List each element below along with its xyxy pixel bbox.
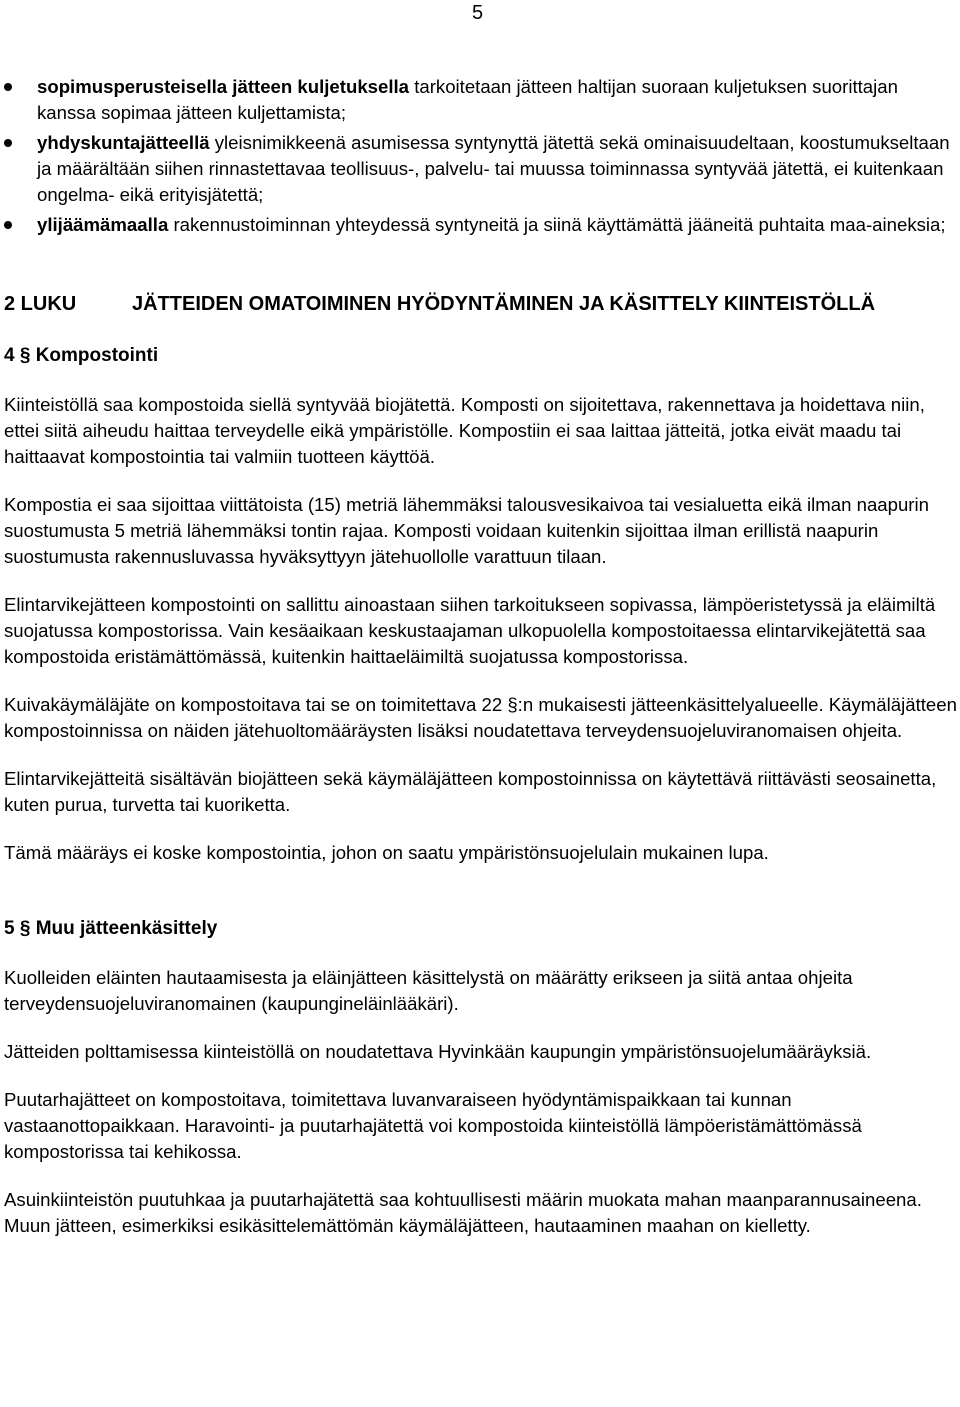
chapter-number: 2 LUKU — [4, 293, 77, 315]
paragraph: Tämä määräys ei koske kompostointia, johon on saatu ympäristönsuojelulain mukainen lupa. — [4, 842, 769, 863]
bullet-icon — [4, 83, 12, 91]
page-number: 5 — [472, 2, 484, 24]
paragraph: Elintarvikejätteitä sisältävän biojätteen sekä käymäläjätteen kompostoinnissa on käytettävä riittävästi seosainetta, kuten purua, turvetta tai kuoriketta. — [4, 768, 937, 815]
definition-text: yleisnimikkeenä asumisessa syntynyttä jätettä sekä ominaisuudeltaan, koostumukseltaan ja määrältään siihen rinnastettavaa teollisuus-, palvelu- tai muussa toiminnassa syntyvää jätettä, ei kuitenkaan ongelma- eikä erityisjätettä; — [37, 132, 950, 205]
chapter-heading — [4, 290, 957, 319]
chapter-title: JÄTTEIDEN OMATOIMINEN HYÖDYNTÄMINEN JA KÄSITTELY KIINTEISTÖLLÄ — [132, 293, 876, 315]
definition-item — [4, 212, 957, 238]
definition-item — [4, 130, 957, 208]
paragraph: Puutarhajätteet on kompostoitava, toimitettava luvanvaraiseen hyödyntämispaikkaan tai kunnan vastaanottopaikkaan. Haravointi- ja puutarhajätettä voi kompostoida kiinteistöllä lämpöeristämättömässä kompostorissa tai kehikossa. — [4, 1089, 862, 1162]
paragraph: Kiinteistöllä saa kompostoida siellä syntyvää biojätettä. Komposti on sijoitettava, rakennettava ja hoidettava niin, ettei siitä aiheudu haittaa terveydelle eikä ympäristölle. Kompostiin ei saa laittaa jätteitä, jotka eivät maadu tai haittaavat kompostointia tai valmiin tuotteen käyttöä. — [4, 394, 925, 467]
section-heading-kompostointi: 4 § Kompostointi — [4, 345, 159, 366]
paragraph: Asuinkiinteistön puutuhkaa ja puutarhajätettä saa kohtuullisesti määrin muokata mahan maanparannusaineena. Muun jätteen, esimerkiksi esikäsittelemättömän käymäläjätteen, hautaaminen maahan on kielletty. — [4, 1189, 922, 1236]
definition-term: sopimusperusteisella jätteen kuljetuksella — [37, 76, 410, 97]
bullet-icon — [4, 221, 12, 229]
paragraph: Jätteiden polttamisessa kiinteistöllä on noudatettava Hyvinkään kaupungin ympäristönsuojelumääräyksiä. — [4, 1041, 872, 1062]
paragraph: Kuivakäymäläjäte on kompostoitava tai se on toimitettava 22 §:n mukaisesti jätteenkäsittelyalueelle. Käymäläjätteen kompostoinnissa on näiden jätehuoltomääräysten lisäksi noudatettava terveydensuojeluviranomaisen ohjeita. — [4, 694, 957, 741]
document-body — [4, 74, 957, 1239]
definition-list — [4, 74, 957, 238]
bullet-icon — [4, 139, 12, 147]
paragraph: Elintarvikejätteen kompostointi on sallittu ainoastaan siihen tarkoitukseen sopivassa, lämpöeristetyssä ja eläimiltä suojatussa kompostorissa. Vain kesäaikaan keskustaajaman ulkopuolella kompostoitaessa elintarvikejätettä saa kompostoida eristämättömässä, kuitenkin haittaeläimiltä suojatussa kompostorissa. — [4, 594, 936, 667]
section-heading-muu-jatteenkasittely: 5 § Muu jätteenkäsittely — [4, 918, 218, 939]
definition-item — [4, 74, 957, 126]
definition-term: yhdyskuntajätteellä — [37, 132, 210, 153]
paragraph: Kompostia ei saa sijoittaa viittätoista (15) metriä lähemmäksi talousvesikaivoa tai vesialuetta eikä ilman naapurin suostumusta 5 metriä lähemmäksi tontin rajaa. Komposti voidaan kuitenkin sijoittaa ilman erillistä naapurin suostumusta rakennusluvassa hyväksyttyyn jätehuollolle varattuun tilaan. — [4, 494, 929, 567]
definition-term: ylijäämämaalla — [37, 214, 169, 235]
definition-text: tarkoitetaan jätteen haltijan suoraan kuljetuksen suorittajan kanssa sopimaa jätteen kuljettamista; — [37, 76, 898, 123]
definition-text: rakennustoiminnan yhteydessä syntyneitä ja siinä käyttämättä jääneitä puhtaita maa-aineksia; — [168, 214, 946, 235]
paragraph: Kuolleiden eläinten hautaamisesta ja eläinjätteen käsittelystä on määrätty erikseen ja siitä antaa ohjeita terveydensuojeluviranomainen (kaupungineläinlääkäri). — [4, 967, 853, 1014]
